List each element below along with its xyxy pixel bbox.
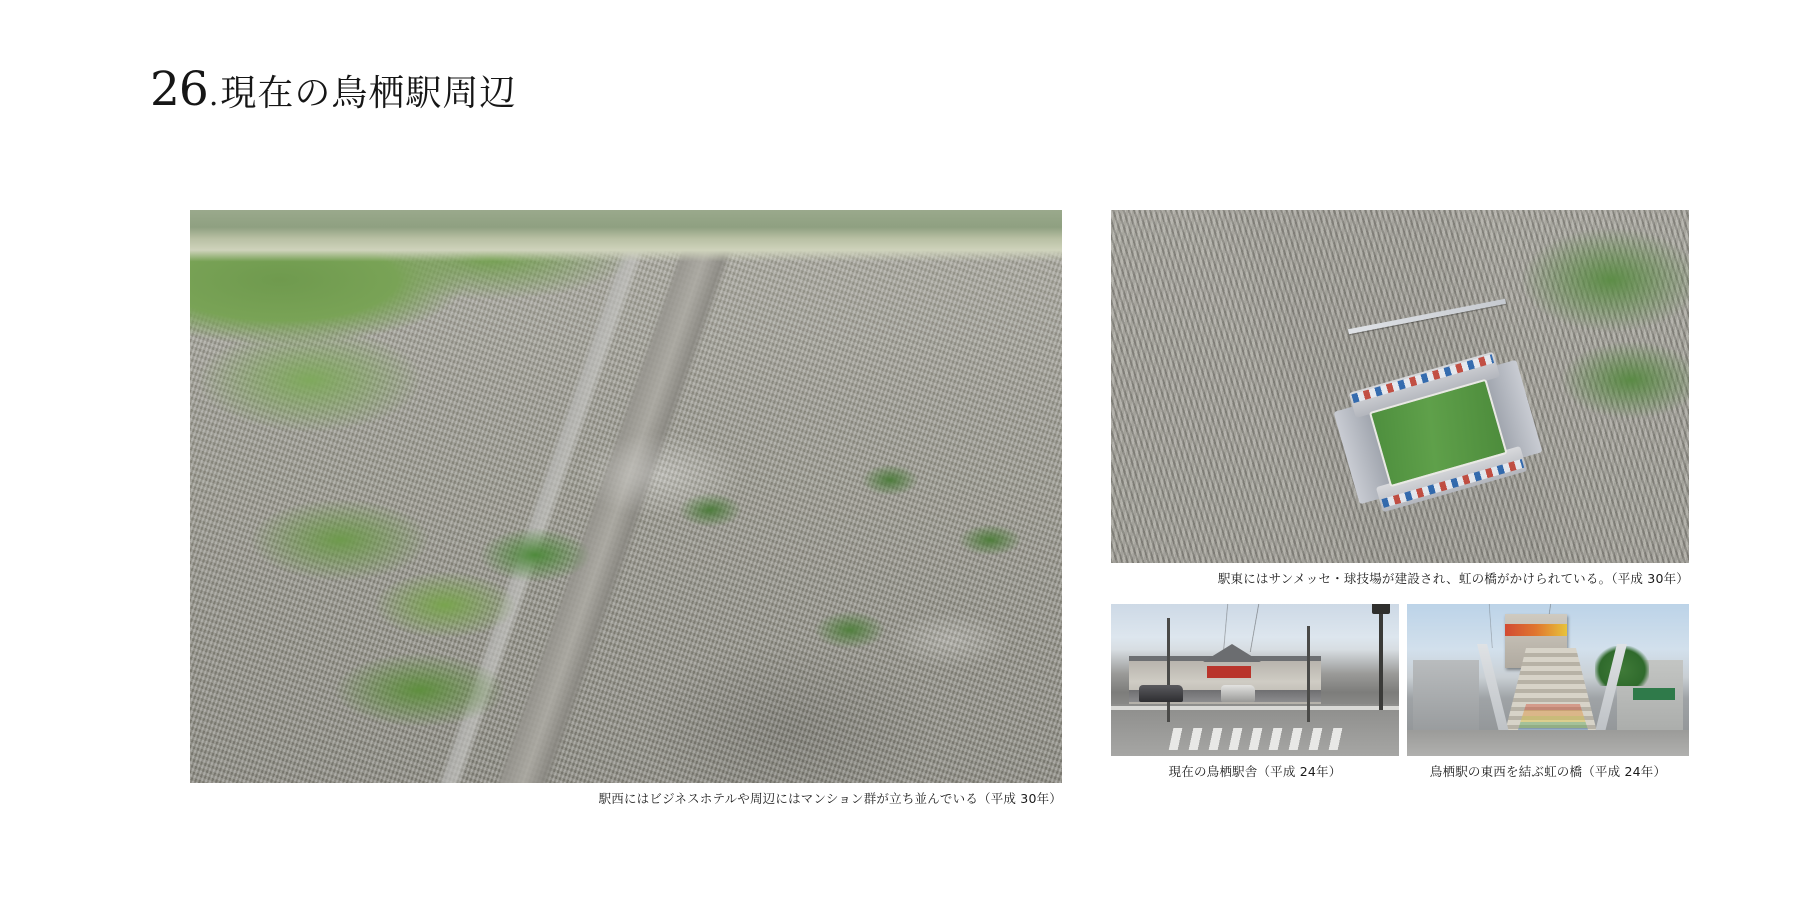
caption-main-aerial: 駅西にはビジネスホテルや周辺にはマンション群が立ち並んでいる（平成 30年） xyxy=(598,791,1062,806)
figure-station-building xyxy=(1111,604,1399,781)
aerial-view-tosu-station-west xyxy=(190,210,1062,783)
figure-main-aerial xyxy=(190,210,1062,808)
bridge-overpass-shape xyxy=(1348,299,1506,334)
rainbow-bridge-photo xyxy=(1407,604,1689,756)
tosu-station-building-photo xyxy=(1111,604,1399,756)
caption-station-building: 現在の鳥栖駅舎（平成 24年） xyxy=(1168,764,1342,779)
section-number: 26 xyxy=(150,62,208,117)
stadium-shape xyxy=(1329,344,1547,519)
caption-rainbow-bridge: 鳥栖駅の東西を結ぶ虹の橋（平成 24年） xyxy=(1429,764,1667,779)
section-separator: . xyxy=(208,78,219,113)
caption-stadium-aerial: 駅東にはサンメッセ・球技場が建設され、虹の橋がかけられている。（平成 30年） xyxy=(1217,571,1689,586)
figure-stadium-aerial xyxy=(1111,210,1689,588)
aerial-view-stadium-east xyxy=(1111,210,1689,563)
section-title-text: 現在の鳥栖駅周辺 xyxy=(220,73,517,114)
page-title xyxy=(150,62,516,117)
figure-rainbow-bridge xyxy=(1407,604,1689,781)
